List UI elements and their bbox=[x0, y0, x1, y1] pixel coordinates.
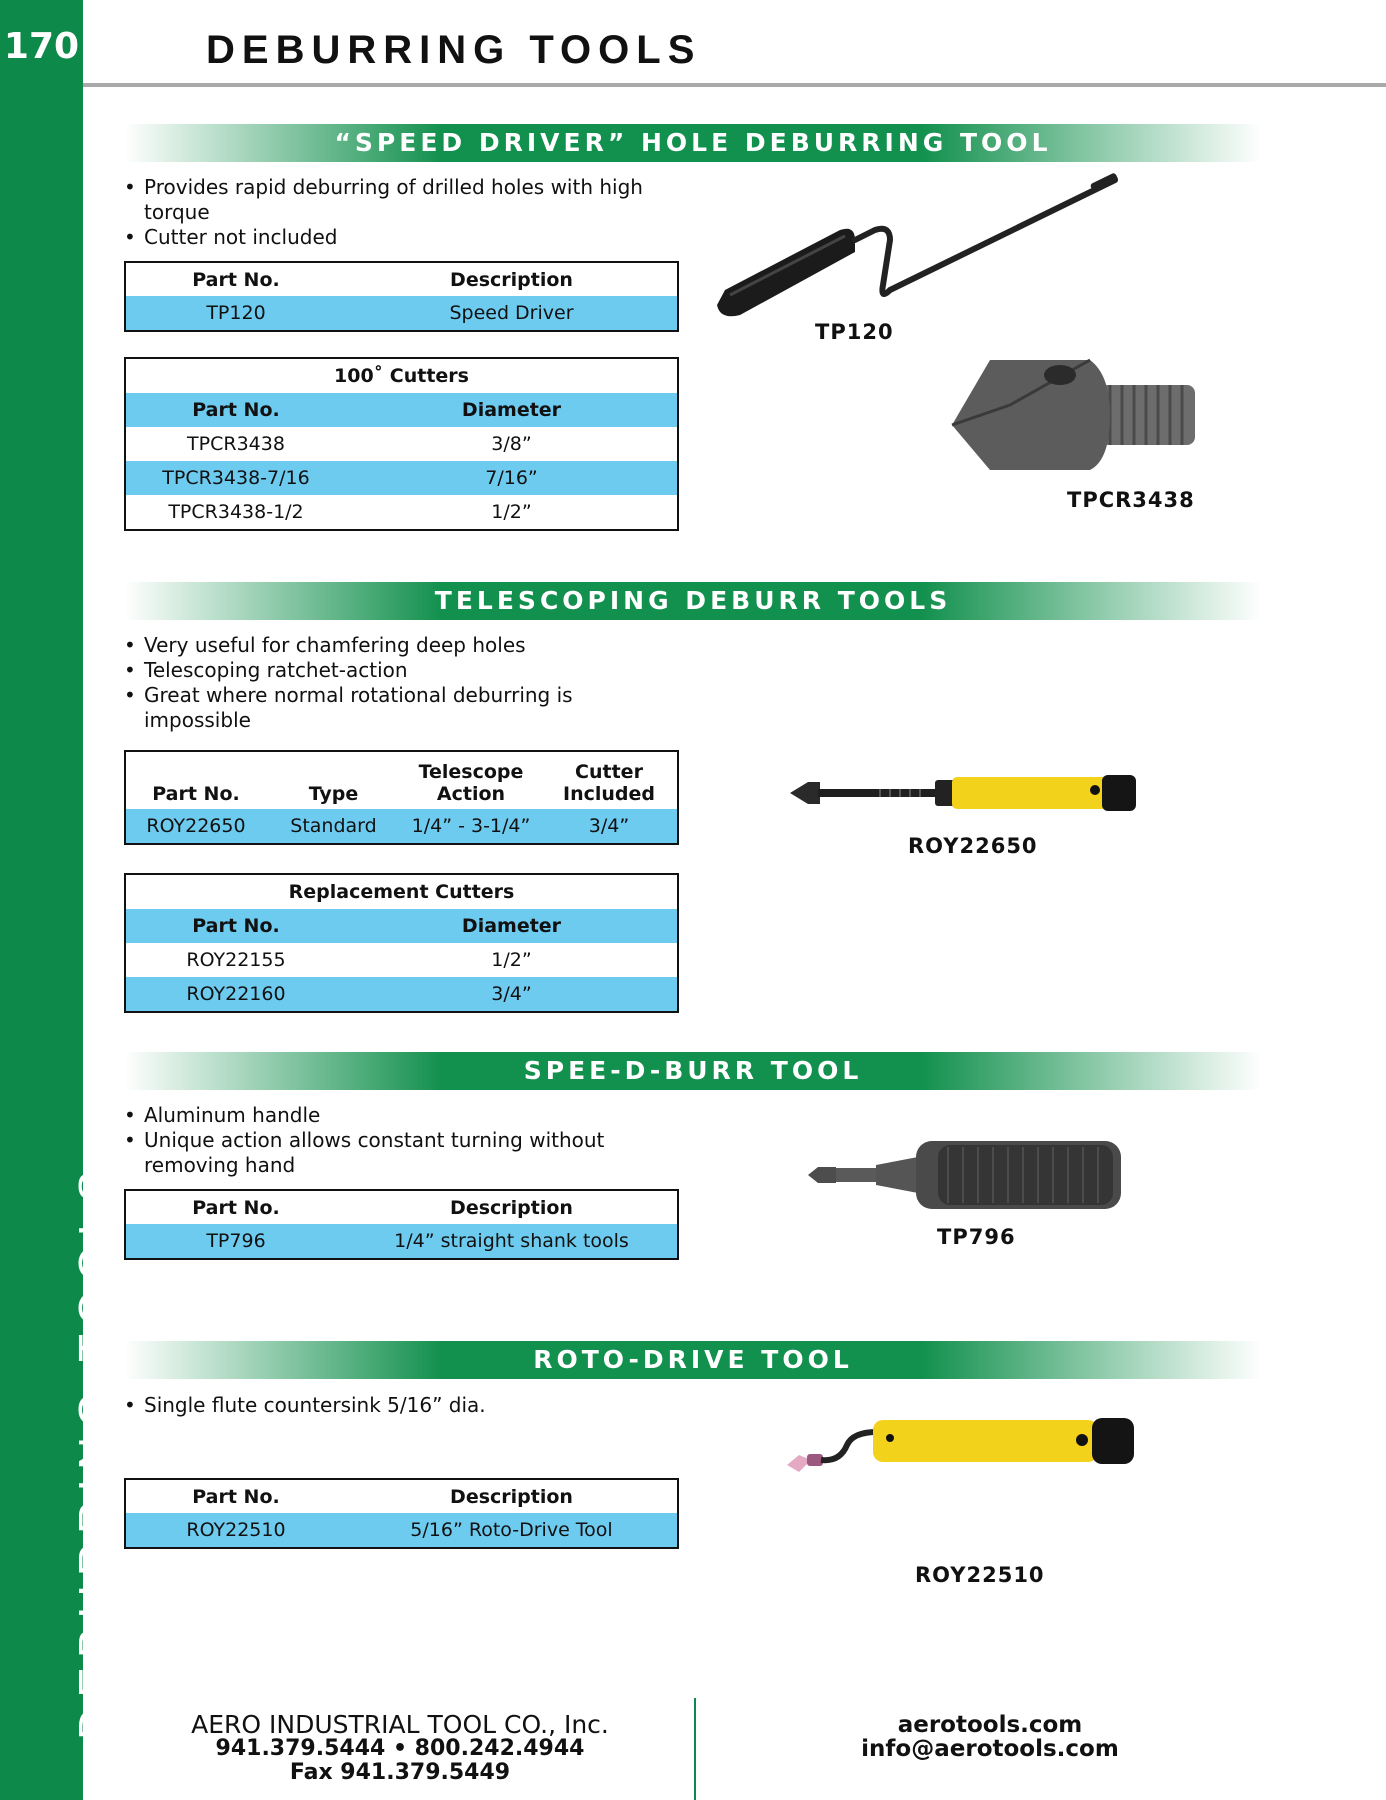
table-cell: ROY22155 bbox=[186, 949, 286, 971]
table-cell: 3/4” bbox=[588, 815, 630, 837]
table-cell: TPCR3438-7/16 bbox=[162, 467, 310, 489]
table-spee-d-burr bbox=[124, 1189, 679, 1260]
table-row bbox=[125, 943, 678, 977]
column-header: Part No. bbox=[192, 1196, 280, 1219]
product-label: TP796 bbox=[937, 1225, 1016, 1249]
column-header: Diameter bbox=[461, 399, 562, 421]
roto-drive-image bbox=[785, 1410, 1140, 1480]
column-header: Part No. bbox=[152, 783, 240, 805]
table-cell: 1/2” bbox=[491, 949, 532, 971]
company-name: AERO INDUSTRIAL TOOL CO., Inc. bbox=[191, 1710, 609, 1739]
cutter-image bbox=[950, 355, 1210, 475]
page-number: 170 bbox=[3, 26, 80, 67]
table-row bbox=[125, 461, 678, 495]
table-row bbox=[125, 495, 678, 530]
email-link[interactable]: info@aerotools.com bbox=[861, 1736, 1119, 1762]
footer-web bbox=[830, 1713, 1150, 1761]
table-caption: Replacement Cutters bbox=[288, 881, 515, 903]
table-cell: 3/4” bbox=[491, 983, 532, 1005]
column-header: Part No. bbox=[192, 268, 280, 291]
section-heading-telescoping: TELESCOPING DEBURR TOOLS bbox=[124, 582, 1262, 620]
table-speed-driver bbox=[124, 261, 679, 332]
telescoping-tool-image bbox=[790, 768, 1140, 818]
table-cell: 1/2” bbox=[491, 501, 532, 523]
bullet-item: • Very useful for chamfering deep holes bbox=[124, 633, 684, 658]
table-cell: ROY22650 bbox=[146, 815, 246, 837]
header-divider bbox=[83, 83, 1386, 87]
column-header: Part No. bbox=[192, 399, 280, 421]
table-cell: 3/8” bbox=[491, 433, 532, 455]
fax-number: Fax 941.379.5449 bbox=[289, 1760, 511, 1785]
column-header: Type bbox=[308, 783, 359, 805]
section-heading-speed-driver: “SPEED DRIVER” HOLE DEBURRING TOOL bbox=[124, 124, 1262, 162]
bullet-item: • Aluminum handle bbox=[124, 1103, 684, 1128]
table-telescoping bbox=[124, 750, 679, 845]
column-header: Diameter bbox=[461, 915, 562, 937]
table-cell: TP120 bbox=[206, 302, 266, 324]
table-cell: Speed Driver bbox=[449, 302, 574, 324]
bullet-list-roto-drive bbox=[124, 1393, 684, 1418]
product-label: TPCR3438 bbox=[1067, 488, 1195, 512]
column-header: Description bbox=[450, 1196, 573, 1219]
table-cell: TPCR3438 bbox=[187, 433, 285, 455]
table-cutters bbox=[124, 357, 679, 531]
table-row bbox=[125, 1224, 678, 1259]
table-row bbox=[125, 296, 678, 331]
table-row bbox=[125, 1513, 678, 1548]
table-cell: ROY22510 bbox=[186, 1519, 286, 1541]
website-link[interactable]: aerotools.com bbox=[897, 1712, 1083, 1738]
bullet-list-telescoping bbox=[124, 633, 684, 733]
phone-numbers: 941.379.5444 • 800.242.4944 bbox=[215, 1736, 585, 1761]
column-header: Cutter Included bbox=[563, 761, 655, 805]
table-row bbox=[125, 427, 678, 461]
table-cell: 7/16” bbox=[485, 467, 538, 489]
column-header: Description bbox=[450, 268, 573, 291]
bullet-item: • Provides rapid deburring of drilled holes with high torque bbox=[124, 175, 684, 225]
table-cell: TP796 bbox=[206, 1230, 266, 1252]
bullet-item: • Telescoping ratchet-action bbox=[124, 658, 684, 683]
product-label: ROY22510 bbox=[915, 1563, 1045, 1587]
bullet-item: • Single flute countersink 5/16” dia. bbox=[124, 1393, 684, 1418]
column-header: Part No. bbox=[192, 1485, 280, 1508]
speed-driver-image bbox=[705, 170, 1125, 320]
table-cell: Standard bbox=[290, 815, 377, 837]
table-cell: 1/4” - 3-1/4” bbox=[411, 815, 531, 837]
product-label: TP120 bbox=[815, 320, 894, 344]
table-row bbox=[125, 977, 678, 1012]
page-title: DEBURRING TOOLS bbox=[206, 28, 702, 72]
footer-divider bbox=[694, 1698, 696, 1800]
table-cell: TPCR3438-1/2 bbox=[168, 501, 304, 523]
bullet-item: • Great where normal rotational deburring is impossible bbox=[124, 683, 684, 733]
product-label: ROY22650 bbox=[908, 834, 1038, 858]
table-cell: ROY22160 bbox=[186, 983, 286, 1005]
spee-d-burr-image bbox=[808, 1135, 1138, 1215]
section-heading-roto-drive: ROTO-DRIVE TOOL bbox=[124, 1341, 1262, 1379]
table-replacement-cutters bbox=[124, 873, 679, 1013]
bullet-item: • Unique action allows constant turning without removing hand bbox=[124, 1128, 684, 1178]
column-header: Description bbox=[450, 1485, 573, 1508]
bullet-list-spee-d-burr bbox=[124, 1103, 684, 1178]
column-header: Part No. bbox=[192, 915, 280, 937]
table-cell: 1/4” straight shank tools bbox=[394, 1230, 629, 1252]
table-caption: 100˚ Cutters bbox=[334, 365, 469, 387]
footer-contact bbox=[150, 1710, 650, 1785]
table-cell: 5/16” Roto-Drive Tool bbox=[410, 1519, 613, 1541]
bullet-list-speed-driver bbox=[124, 175, 684, 250]
table-roto-drive bbox=[124, 1478, 679, 1549]
table-row bbox=[125, 809, 678, 844]
bullet-item: • Cutter not included bbox=[124, 225, 684, 250]
sidebar bbox=[0, 0, 121, 1800]
column-header: Telescope Action bbox=[418, 761, 524, 805]
section-heading-spee-d-burr: SPEE-D-BURR TOOL bbox=[124, 1052, 1262, 1090]
sidebar-title: DEBURRING TOOLS bbox=[69, 1161, 121, 1740]
